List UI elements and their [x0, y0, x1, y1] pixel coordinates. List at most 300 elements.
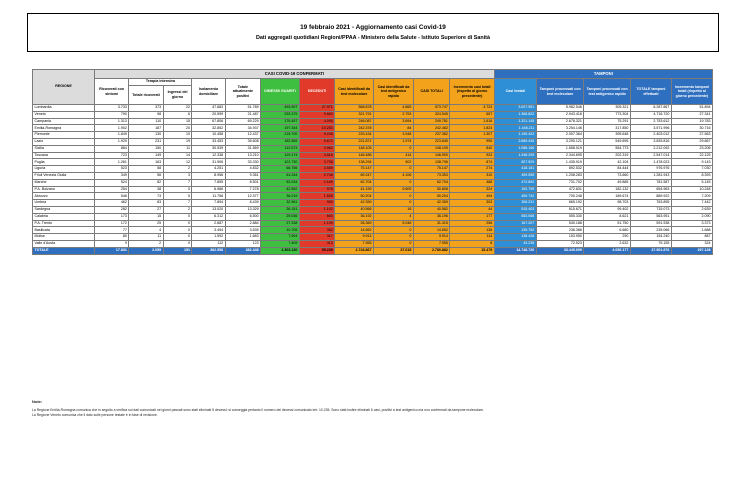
table-cell: 43.236 — [494, 240, 536, 247]
group-casi-covid: CASI COVID-19 CONFERMATI — [95, 70, 495, 79]
table-cell: 591.938 — [630, 220, 671, 227]
table-cell: 2.943.416 — [536, 111, 584, 118]
table-cell: 1.616 — [450, 118, 494, 125]
table-cell: 31.906 — [192, 159, 225, 166]
table-cell: 700.248 — [536, 193, 584, 200]
table-cell: 110 — [129, 118, 163, 125]
table-cell: 10.458 — [192, 132, 225, 139]
cell-regione: Calabria — [33, 213, 95, 220]
table-cell: 189.674 — [584, 193, 631, 200]
table-cell: 840 — [450, 145, 494, 152]
table-row — [33, 220, 713, 227]
table-cell: 15.479 — [450, 247, 494, 254]
table-cell: 33.330 — [225, 159, 260, 166]
col-casi-totali: CASI TOTALI — [413, 79, 450, 105]
table-cell: 167.207 — [494, 220, 536, 227]
table-cell: 4.516 — [299, 152, 334, 159]
table-cell: 187 — [129, 125, 163, 132]
table-cell: 3.963 — [299, 145, 334, 152]
table-cell: 4.251 — [192, 166, 225, 173]
table-cell: 177 — [450, 213, 494, 220]
table-cell: 4 — [129, 227, 163, 234]
table-cell: 9.609 — [374, 186, 414, 193]
table-row — [33, 159, 713, 166]
col-regione: REGIONE — [33, 70, 95, 105]
table-cell: 75.155 — [630, 240, 671, 247]
table-cell: 7.442 — [671, 200, 712, 207]
table-cell: 892.532 — [536, 166, 584, 173]
table-cell: 36.192 — [335, 213, 374, 220]
table-cell: 4.869 — [374, 105, 414, 112]
table-cell: 5.046 — [374, 220, 414, 227]
table-cell: 362 — [299, 227, 334, 234]
table-cell: 549.695 — [584, 138, 631, 145]
table-cell: 3.290.121 — [536, 138, 584, 145]
table-cell: 4 — [374, 213, 414, 220]
table-cell: 112.573 — [261, 145, 300, 152]
table-cell: 568.878 — [335, 105, 374, 112]
table-cell: 138.796 — [413, 159, 450, 166]
table-cell: 2.303.130 — [261, 247, 300, 254]
table-cell: 11 — [163, 145, 192, 152]
table-cell: 14 — [163, 152, 192, 159]
col-casi-testati: Casi testati — [494, 79, 536, 105]
table-cell: 524 — [95, 179, 129, 186]
table-cell: 176.457 — [261, 118, 300, 125]
table-cell: 69.247 — [335, 172, 374, 179]
table-cell: 12 — [163, 159, 192, 166]
table-cell: 16 — [374, 206, 414, 213]
cell-regione: Basilicata — [33, 227, 95, 234]
table-row — [33, 152, 713, 159]
col-terapia-intensiva: Terapia intensiva — [129, 79, 192, 86]
table-cell: 0 — [163, 227, 192, 234]
covid-data-table — [32, 69, 713, 255]
cell-regione: Abruzzo — [33, 193, 95, 200]
table-cell: 462 — [95, 200, 129, 207]
table-cell: 515.403 — [494, 206, 536, 213]
table-cell: 0 — [374, 179, 414, 186]
table-cell: 25 — [129, 220, 163, 227]
table-cell: 2.344.695 — [536, 152, 584, 159]
col-tamp-molecolare: Tamponi processati con test molecolare — [536, 79, 584, 105]
table-cell: 7 — [163, 179, 192, 186]
table-cell: 418.181 — [494, 166, 536, 173]
report-subtitle: Dati aggregati quotidiani Regioni/PPAA - Ministero della Salute - Istituto Superiore di Sanità — [256, 35, 490, 41]
table-cell: 2.753.612 — [630, 118, 671, 125]
table-cell: 29.867 — [671, 138, 712, 145]
table-cell: 2.632 — [584, 240, 631, 247]
table-cell: 0 — [374, 240, 414, 247]
cell-regione: Friuli Venezia Giulia — [33, 172, 95, 179]
table-cell: 493.907 — [261, 105, 300, 112]
table-cell: 20.599 — [192, 111, 225, 118]
table-cell: 223.845 — [413, 138, 450, 145]
table-cell: 139.752 — [494, 227, 536, 234]
table-cell: 19.783 — [671, 118, 712, 125]
cell-regione: Piemonte — [33, 132, 95, 139]
table-cell: 27.971 — [299, 105, 334, 112]
table-cell: 7.278 — [225, 186, 260, 193]
cell-regione: Marche — [33, 179, 95, 186]
table-cell: 237.382 — [413, 132, 450, 139]
table-cell: 41.199 — [335, 186, 374, 193]
table-cell: 31.569 — [225, 145, 260, 152]
table-cell: 773.304 — [584, 111, 631, 118]
cell-regione: Liguria — [33, 166, 95, 173]
table-cell: 1.478.023 — [630, 159, 671, 166]
table-cell: 173 — [95, 213, 129, 220]
table-cell: 30.716 — [671, 125, 712, 132]
table-cell: 58 — [129, 166, 163, 173]
table-cell: 2.169 — [299, 179, 334, 186]
table-cell: 138.294 — [335, 159, 374, 166]
table-cell: 84 — [374, 125, 414, 132]
table-cell: 238.386 — [536, 227, 584, 234]
table-cell: 9.914 — [413, 234, 450, 241]
table-cell: 5.982.546 — [536, 105, 584, 112]
table-cell: 150 — [129, 145, 163, 152]
cell-regione: P.A. Bolzano — [33, 186, 95, 193]
table-cell: 98.703 — [584, 200, 631, 207]
table-cell: 61.244 — [261, 172, 300, 179]
table-cell: 990 — [450, 138, 494, 145]
table-cell: 887 — [671, 234, 712, 241]
table-cell: 3.733 — [95, 105, 129, 112]
table-cell: 555.330 — [536, 213, 584, 220]
table-cell: 33.445.699 — [536, 247, 584, 254]
table-cell: 50.204 — [413, 193, 450, 200]
table-cell: 615.671 — [536, 206, 584, 213]
table-cell: 38 — [129, 186, 163, 193]
table-cell: 40.582 — [413, 206, 450, 213]
cell-regione: Emilia-Romagna — [33, 125, 95, 132]
table-cell: 0 — [374, 193, 414, 200]
table-cell: 99.402 — [584, 206, 631, 213]
table-cell: 4.106 — [374, 172, 414, 179]
table-cell: 148.105 — [413, 145, 450, 152]
table-cell: 715.073 — [630, 206, 671, 213]
table-cell: 8 — [450, 240, 494, 247]
col-ricoverati: Ricoverati con sintomi — [95, 79, 129, 105]
table-cell: 3 — [163, 172, 192, 179]
cell-regione: TOTALE — [33, 247, 95, 254]
table-cell: 6.500 — [225, 213, 260, 220]
table-cell: 51.894 — [671, 105, 712, 112]
table-cell: 305.321 — [584, 105, 631, 112]
table-cell: 959 — [299, 200, 334, 207]
table-cell: 34.937 — [225, 125, 260, 132]
table-cell: 2.547.014 — [630, 152, 671, 159]
table-cell: 2.743.867 — [335, 247, 374, 254]
table-cell: 1.929 — [95, 138, 129, 145]
table-cell: 36.196 — [413, 213, 450, 220]
table-cell: 6.680 — [584, 227, 631, 234]
table-cell: 11.758 — [192, 193, 225, 200]
table-cell: 56 — [129, 172, 163, 179]
table-cell: 0 — [374, 227, 414, 234]
table-cell: 282 — [95, 206, 129, 213]
table-cell: 7.030 — [671, 166, 712, 173]
table-cell: 413 — [299, 240, 334, 247]
table-cell: 80 — [95, 234, 129, 241]
table-cell: 98 — [129, 111, 163, 118]
table-cell: 192.795 — [494, 186, 536, 193]
table-cell: 10 — [163, 132, 192, 139]
table-cell: 1.368.822 — [494, 111, 536, 118]
table-cell: 1.435.919 — [536, 159, 584, 166]
table-cell: 657 — [450, 111, 494, 118]
table-cell: 4.716.720 — [630, 111, 671, 118]
table-cell: 373 — [129, 105, 163, 112]
table-cell: 0 — [374, 200, 414, 207]
cell-regione: Puglia — [33, 159, 95, 166]
table-cell: 9.361 — [225, 172, 260, 179]
table-row — [33, 206, 713, 213]
table-cell: 2 — [163, 166, 192, 173]
table-row — [33, 172, 713, 179]
table-cell: 293.375 — [261, 111, 300, 118]
table-cell: 14.652 — [413, 227, 450, 234]
col-tamp-totale: TOTALE tamponi effettuati — [630, 79, 671, 105]
table-row — [33, 132, 713, 139]
table-cell: 324 — [671, 240, 712, 247]
table-cell: 1.307 — [450, 132, 494, 139]
table-cell: 6.312 — [192, 213, 225, 220]
cell-regione: Sardegna — [33, 206, 95, 213]
table-cell: 256 — [450, 220, 494, 227]
table-cell: 42.104 — [584, 159, 631, 166]
table-cell: 67.806 — [192, 118, 225, 125]
table-cell: 2.748 — [299, 172, 334, 179]
cell-regione: Valle d'Aosta — [33, 240, 95, 247]
table-cell: 349 — [95, 172, 129, 179]
table-cell: 153.950 — [536, 234, 584, 241]
table-cell: 1.974 — [374, 138, 414, 145]
table-cell: 11 — [129, 234, 163, 241]
table-cell: 2.090 — [671, 213, 712, 220]
table-cell: 1.195.422 — [494, 132, 536, 139]
table-cell: 7.895 — [192, 179, 225, 186]
table-cell: 13.210 — [225, 152, 260, 159]
table-cell: 254 — [95, 186, 129, 193]
table-cell: 1.823 — [450, 125, 494, 132]
table-cell: 17.831 — [95, 247, 129, 254]
table-cell: 523 — [95, 166, 129, 173]
table-cell: 42.552 — [261, 186, 300, 193]
table-cell: 182.132 — [584, 186, 631, 193]
table-cell: 95.235 — [299, 247, 334, 254]
table-cell: 2.780.882 — [413, 247, 450, 254]
table-cell: 26.369 — [335, 220, 374, 227]
table-cell: 546 — [95, 193, 129, 200]
table-cell: 27.563 — [671, 132, 712, 139]
table-cell: 27.341 — [671, 111, 712, 118]
table-cell: 382.558 — [192, 247, 225, 254]
table-cell: 324 — [450, 186, 494, 193]
table-cell: 7 — [163, 200, 192, 207]
table-cell: 2 — [163, 206, 192, 213]
table-row — [33, 179, 713, 186]
table-cell: 42.359 — [335, 200, 374, 207]
group-tamponi: TAMPONI — [494, 70, 712, 79]
table-cell: 553.068 — [494, 213, 536, 220]
table-cell: 2.753 — [374, 111, 414, 118]
table-cell: 27.338 — [261, 220, 300, 227]
table-cell: 978 — [299, 186, 334, 193]
table-cell: 9.663 — [299, 111, 334, 118]
table-cell: 1.281.943 — [630, 172, 671, 179]
report-title: 19 febbraio 2021 - Aggiornamento casi Covid-19 — [300, 24, 446, 31]
table-cell: 22 — [163, 105, 192, 112]
table-cell: 827.529 — [494, 159, 536, 166]
table-row — [33, 193, 713, 200]
table-cell: 8.439 — [225, 200, 260, 207]
table-cell: 2 — [129, 240, 163, 247]
table-cell: 129.174 — [261, 152, 300, 159]
table-cell: 3.535 — [225, 227, 260, 234]
table-cell: 10.283 — [299, 125, 334, 132]
cell-regione: Sicilia — [33, 145, 95, 152]
col-antigenico: Casi identificati da test antigenico rapido — [374, 79, 414, 105]
table-cell: 148.105 — [335, 145, 374, 152]
table-cell: 8.956 — [192, 172, 225, 179]
table-cell: 665.192 — [536, 200, 584, 207]
table-cell: 6.287.867 — [630, 105, 671, 112]
table-cell: 573.747 — [413, 105, 450, 112]
table-cell: 163 — [129, 159, 163, 166]
table-cell: 395.648 — [584, 132, 631, 139]
cell-regione: Molise — [33, 234, 95, 241]
table-cell: 7.209 — [671, 193, 712, 200]
table-cell: 12.437 — [225, 132, 260, 139]
table-cell: 8.501 — [225, 179, 260, 186]
table-cell: 19 — [163, 138, 192, 145]
table-cell: 889.922 — [630, 193, 671, 200]
table-cell: 1.683 — [225, 234, 260, 241]
table-cell: 1.592 — [192, 234, 225, 241]
table-cell: 77 — [95, 227, 129, 234]
table-cell: 32.961 — [261, 200, 300, 207]
table-cell: 50.808 — [413, 186, 450, 193]
table-cell: 0 — [163, 213, 192, 220]
table-cell: 310 — [450, 172, 494, 179]
table-cell: 9.914 — [335, 234, 374, 241]
table-cell: 36.219 — [261, 193, 300, 200]
table-cell: 540.188 — [536, 220, 584, 227]
table-cell: 563.951 — [630, 213, 671, 220]
table-cell: 3.454 — [192, 227, 225, 234]
table-cell: 1.658.019 — [536, 145, 584, 152]
table-cell: 2.059 — [129, 247, 163, 254]
table-cell: 37.501.876 — [630, 247, 671, 254]
table-cell: 5 — [163, 193, 192, 200]
table-cell: 2.678.321 — [536, 118, 584, 125]
table-cell: 249.781 — [413, 118, 450, 125]
table-cell: 4.056.177 — [584, 247, 631, 254]
table-cell: 12.377 — [225, 193, 260, 200]
table-cell: 1.086.166 — [494, 145, 536, 152]
table-cell: 138.428 — [494, 234, 536, 241]
table-cell: 7.894 — [192, 200, 225, 207]
table-cell: 136 — [450, 227, 494, 234]
table-cell: 182.565 — [261, 138, 300, 145]
table-cell: 69.229 — [225, 118, 260, 125]
table-cell: 29.036 — [261, 213, 300, 220]
table-cell: 26.151 — [261, 206, 300, 213]
table-cell: 654.963 — [630, 186, 671, 193]
col-deceduti: DECEDUTI — [299, 79, 334, 105]
table-cell: 112 — [192, 240, 225, 247]
table-cell: 3.254.146 — [536, 125, 584, 132]
table-cell: 1.261 — [95, 159, 129, 166]
table-cell: 62.704 — [335, 179, 374, 186]
table-cell: 324.545 — [413, 111, 450, 118]
table-cell: 274 — [450, 166, 494, 173]
table-cell: 3.559 — [299, 166, 334, 173]
table-cell: 317 — [299, 234, 334, 241]
notes-section — [32, 399, 712, 418]
table-cell: 235.066 — [630, 227, 671, 234]
table-cell: 303 — [450, 200, 494, 207]
table-cell: 1.321.145 — [494, 118, 536, 125]
table-cell: 9.245 — [299, 132, 334, 139]
table-cell: 44 — [450, 206, 494, 213]
table-cell: 31.415 — [413, 220, 450, 227]
table-cell: 242.462 — [413, 125, 450, 132]
table-cell: 62.704 — [413, 179, 450, 186]
table-cell: 4.832 — [225, 166, 260, 173]
table-cell: 6.986 — [192, 186, 225, 193]
table-cell: 297.128 — [671, 247, 712, 254]
table-cell: 8.621 — [584, 213, 631, 220]
table-cell: 75.147 — [335, 166, 374, 173]
table-cell: 172 — [95, 220, 129, 227]
table-cell: 9.143 — [671, 159, 712, 166]
table-cell: 3.724 — [450, 105, 494, 112]
table-cell: 83 — [129, 200, 163, 207]
table-cell: 5.145 — [671, 179, 712, 186]
table-cell: 202.319 — [584, 152, 631, 159]
table-cell: 790 — [95, 111, 129, 118]
report-sheet — [27, 13, 719, 52]
table-cell: 15 — [129, 213, 163, 220]
table-cell: 15 — [163, 118, 192, 125]
table-cell: 1.313 — [95, 118, 129, 125]
table-cell: 781.587 — [630, 179, 671, 186]
table-cell: 3.373 — [671, 220, 712, 227]
table-row — [33, 166, 713, 173]
table-cell: 215.700 — [261, 132, 300, 139]
table-cell: 40.566 — [335, 206, 374, 213]
table-cell: 763.895 — [630, 200, 671, 207]
table-cell: 1.348.205 — [494, 152, 536, 159]
table-cell: 13.329 — [225, 206, 260, 213]
table-cell: 3.948 — [374, 132, 414, 139]
table-cell: 242.378 — [335, 125, 374, 132]
table-cell: 75.147 — [413, 166, 450, 173]
table-cell: 231 — [129, 138, 163, 145]
table-cell: 50.204 — [335, 193, 374, 200]
table-cell: 9 — [95, 240, 129, 247]
table-cell: 37.015 — [374, 247, 414, 254]
table-row — [33, 200, 713, 207]
table-cell: 10.248 — [671, 186, 712, 193]
col-tamp-incremento: Incremento tamponi totali (rispetto al giorno precedente) — [671, 79, 712, 105]
table-cell: 30.539 — [192, 145, 225, 152]
table-cell: 382.448 — [225, 247, 260, 254]
table-cell: 0 — [163, 186, 192, 193]
